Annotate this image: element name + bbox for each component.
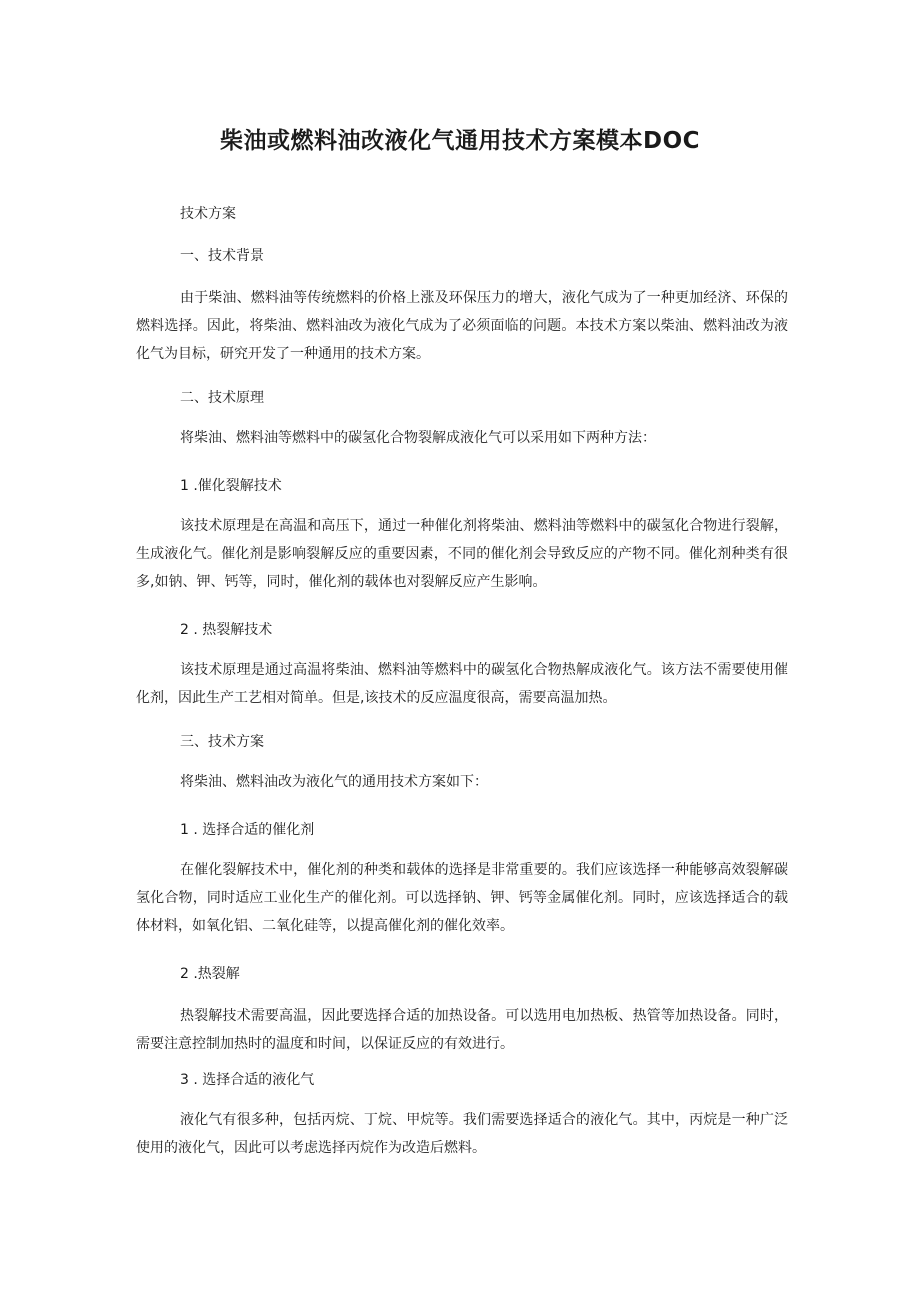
paragraph-catalytic-cracking: 该技术原理是在高温和高压下，通过一种催化剂将柴油、燃料油等燃料中的碳氢化合物进行裂解，生成液化气。催化剂是影响裂解反应的重要因素，不同的催化剂会导致反应的产物不同。催化剂种类有很多,如钠、钾、钙等，同时，催化剂的载体也对裂解反应产生影响。	[136, 518, 788, 590]
paragraph-select-catalyst: 在催化裂解技术中，催化剂的种类和载体的选择是非常重要的。我们应该选择一种能够高效裂解碳氢化合物，同时适应工业化生产的催化剂。可以选择钠、钾、钙等金属催化剂。同时，应该选择适合的载体材料，如氧化铝、二氧化硅等，以提高催化剂的催化效率。	[136, 862, 788, 934]
heading-scheme: 三、技术方案	[180, 734, 264, 750]
section-label: 技术方案	[180, 206, 236, 222]
heading-background: 一、技术背景	[180, 248, 264, 264]
heading-select-catalyst: 1 . 选择合适的催化剂	[180, 822, 315, 838]
heading-catalytic-cracking: 1 .催化裂解技术	[180, 478, 282, 494]
heading-select-lpg: 3 . 选择合适的液化气	[180, 1072, 315, 1088]
paragraph-thermal-cracking: 该技术原理是通过高温将柴油、燃料油等燃料中的碳氢化合物热解成液化气。该方法不需要使用催化剂，因此生产工艺相对简单。但是,该技术的反应温度很高，需要高温加热。	[136, 662, 788, 706]
heading-principle: 二、技术原理	[180, 390, 264, 406]
paragraph-thermal-process: 热裂解技术需要高温，因此要选择合适的加热设备。可以选用电加热板、热管等加热设备。同时，需要注意控制加热时的温度和时间，以保证反应的有效进行。	[136, 1008, 788, 1052]
paragraph-scheme-intro: 将柴油、燃料油改为液化气的通用技术方案如下：	[180, 774, 488, 790]
heading-thermal-cracking: 2 . 热裂解技术	[180, 622, 273, 638]
paragraph-background: 由于柴油、燃料油等传统燃料的价格上涨及环保压力的增大，液化气成为了一种更加经济、环保的燃料选择。因此，将柴油、燃料油改为液化气成为了必须面临的问题。本技术方案以柴油、燃料油改为液化气为目标，研究开发了一种通用的技术方案。	[136, 290, 788, 362]
heading-thermal-process: 2 .热裂解	[180, 966, 240, 982]
paragraph-select-lpg: 液化气有很多种，包括丙烷、丁烷、甲烷等。我们需要选择适合的液化气。其中，丙烷是一种广泛使用的液化气，因此可以考虑选择丙烷作为改造后燃料。	[136, 1112, 788, 1156]
paragraph-principle-intro: 将柴油、燃料油等燃料中的碳氢化合物裂解成液化气可以采用如下两种方法：	[180, 430, 656, 446]
document-title: 柴油或燃料油改液化气通用技术方案模本DOC	[219, 128, 701, 154]
